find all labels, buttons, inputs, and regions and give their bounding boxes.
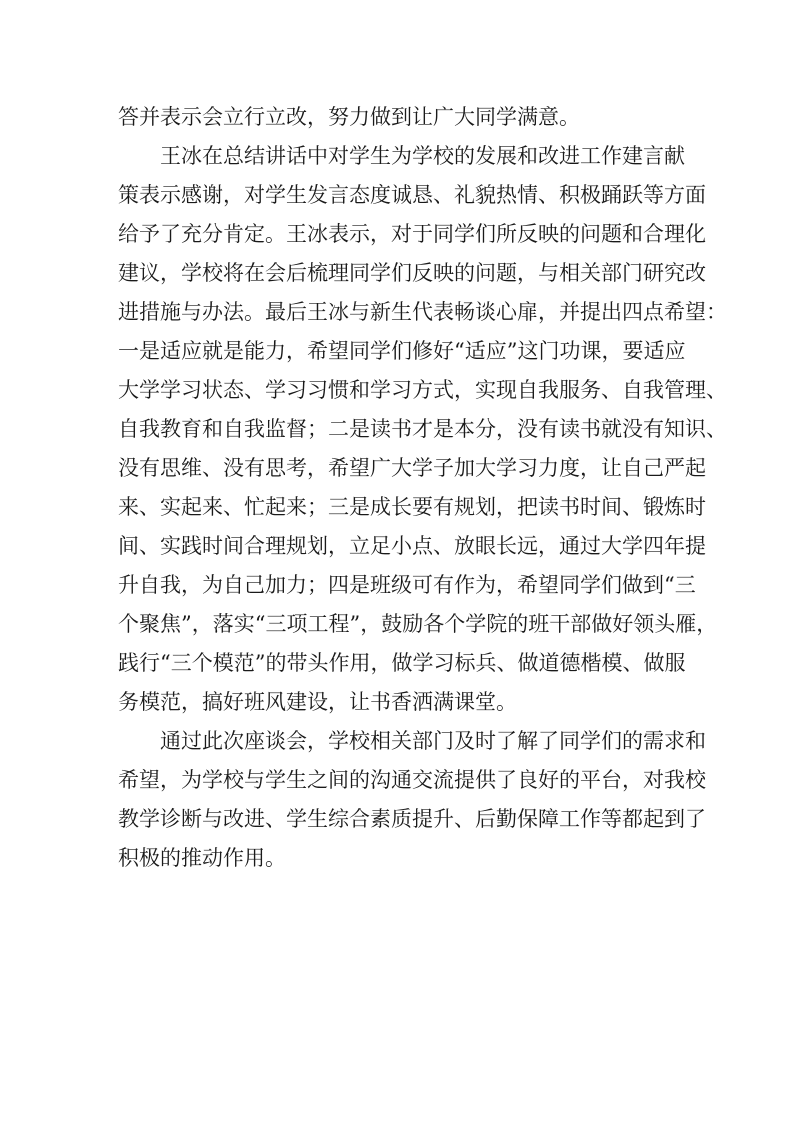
line-text: 践行“三个模范”的带头作用，做学习标兵、做道德楷模、做服 bbox=[118, 651, 686, 675]
paragraph-line bbox=[118, 800, 706, 839]
paragraph-line bbox=[118, 761, 706, 800]
line-text: 给予了充分肯定。王冰表示，对于同学们所反映的问题和合理化 bbox=[118, 222, 706, 246]
line-text: 希望，为学校与学生之间的沟通交流提供了良好的平台，对我校 bbox=[118, 768, 706, 792]
paragraph-line bbox=[118, 410, 727, 449]
line-text: 教学诊断与改进、学生综合素质提升、后勤保障工作等都起到了 bbox=[118, 807, 706, 831]
paragraph-line bbox=[118, 839, 680, 878]
paragraph-line bbox=[118, 98, 680, 137]
line-text: 积极的推动作用。 bbox=[118, 846, 286, 870]
line-text: 没有思维、没有思考，希望广大学子加大学习力度，让自己严起 bbox=[118, 456, 706, 480]
line-text: 王冰在总结讲话中对学生为学校的发展和改进工作建言献 bbox=[160, 144, 685, 168]
line-text: 答并表示会立行立改，努力做到让广大同学满意。 bbox=[118, 105, 580, 129]
line-text: 来、实起来、忙起来；三是成长要有规划，把读书时间、锻炼时 bbox=[118, 495, 706, 519]
line-text: 务模范，搞好班风建设，让书香洒满课堂。 bbox=[118, 690, 517, 714]
paragraph-line bbox=[118, 605, 718, 644]
paragraph-line bbox=[118, 449, 706, 488]
paragraph bbox=[118, 722, 706, 878]
line-text: 自我教育和自我监督；二是读书才是本分，没有读书就没有知识、 bbox=[118, 417, 727, 441]
line-text: 通过此次座谈会，学校相关部门及时了解了同学们的需求和 bbox=[160, 729, 706, 753]
paragraph-line bbox=[118, 293, 727, 332]
line-text: 进措施与办法。最后王冰与新生代表畅谈心扉，并提出四点希望： bbox=[118, 300, 727, 324]
line-text: 大学学习状态、学习习惯和学习方式，实现自我服务、自我管理、 bbox=[118, 378, 727, 402]
line-text: 策表示感谢，对学生发言态度诚恳、礼貌热情、积极踊跃等方面 bbox=[118, 183, 706, 207]
paragraph-line bbox=[118, 137, 685, 176]
paragraph-line bbox=[118, 176, 706, 215]
paragraph-line bbox=[118, 488, 706, 527]
paragraph-line bbox=[118, 683, 680, 722]
line-text: 个聚焦”，落实“三项工程”，鼓励各个学院的班干部做好领头雁， bbox=[118, 612, 718, 636]
document-body bbox=[118, 98, 727, 878]
paragraph-line bbox=[118, 332, 686, 371]
line-text: 一是适应就是能力，希望同学们修好“适应”这门功课，要适应 bbox=[118, 339, 686, 363]
line-text: 间、实践时间合理规划，立足小点、放眼长远，通过大学四年提 bbox=[118, 534, 706, 558]
paragraph-line bbox=[118, 254, 706, 293]
paragraph-line bbox=[118, 644, 686, 683]
paragraph-line bbox=[118, 566, 696, 605]
paragraph-line bbox=[118, 371, 727, 410]
line-text: 升自我，为自己加力；四是班级可有作为，希望同学们做到“三 bbox=[118, 573, 696, 597]
paragraph-line bbox=[118, 215, 706, 254]
paragraph bbox=[118, 98, 680, 137]
paragraph-line bbox=[118, 722, 706, 761]
paragraph-line bbox=[118, 527, 706, 566]
paragraph bbox=[118, 137, 727, 722]
line-text: 建议，学校将在会后梳理同学们反映的问题，与相关部门研究改 bbox=[118, 261, 706, 285]
